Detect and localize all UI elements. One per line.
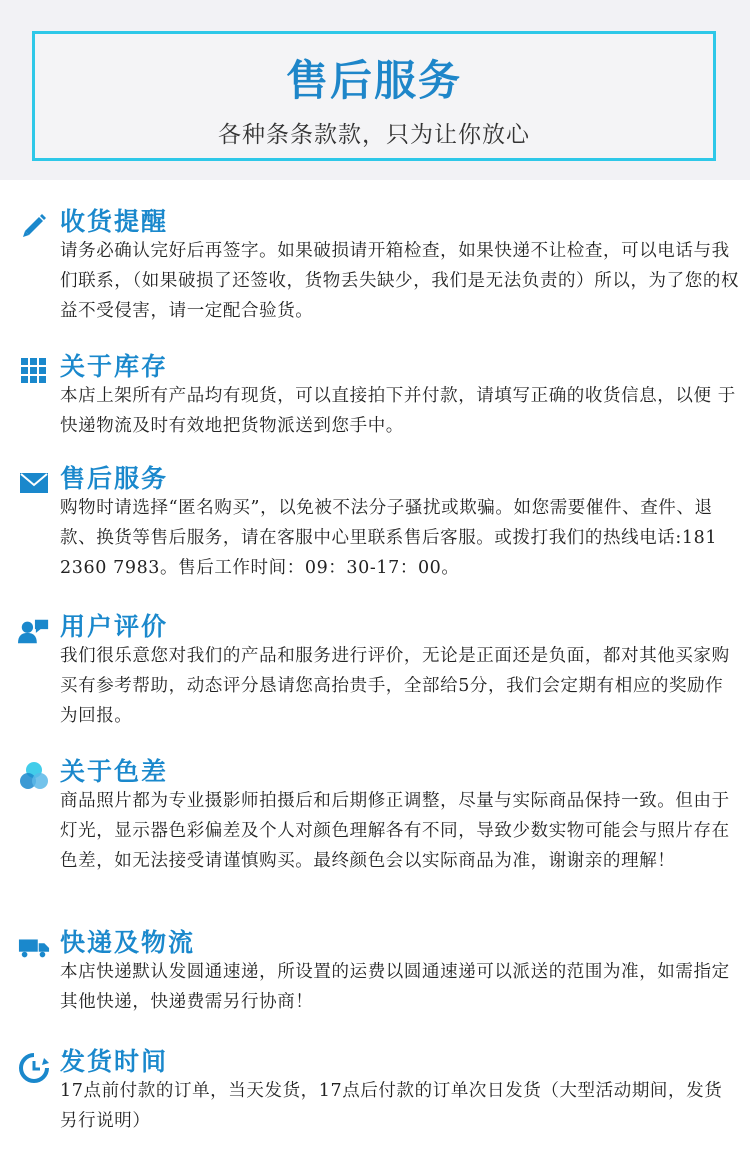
header-box [32, 31, 716, 161]
section-title: 关于色差 [60, 757, 169, 786]
section-title: 收货提醒 [60, 207, 169, 236]
section-body: 购物时请选择“匿名购买”，以免被不法分子骚扰或欺骗。如您需要催件、查件、退款、换货等售后服务，请在客服中心里联系售后客服。或拨打我们的热线电话:181 2360 7983。售后工作时间：09：30-17：00。 [60, 498, 718, 578]
section-body: 商品照片都为专业摄影师拍摄后和后期修正调整，尽量与实际商品保持一致。但由于灯光，显示器色彩偏差及个人对颜色理解各有不同，导致少数实物可能会与照片存在色差，如无法接受请谨慎购买。最终颜色会以实际商品为准，谢谢亲的理解！ [60, 791, 730, 871]
grid-icon [18, 355, 50, 387]
mail-icon [18, 467, 50, 499]
section-title: 发货时间 [60, 1047, 169, 1076]
truck-icon [18, 931, 50, 963]
page-subtitle: 各种条条款款，只为让你放心 [218, 122, 530, 148]
user-chat-icon [18, 615, 50, 647]
clock-icon [18, 1052, 50, 1084]
section-title: 关于库存 [60, 352, 169, 381]
section-body: 本店快递默认发圆通速递，所设置的运费以圆通速递可以派送的范围为准，如需指定其他快递，快递费需另行协商！ [60, 962, 730, 1012]
section-title: 快递及物流 [60, 928, 196, 957]
pencil-icon [18, 210, 50, 242]
section-body: 本店上架所有产品均有现货，可以直接拍下并付款，请填写正确的收货信息，以便 于快递物流及时有效地把货物派送到您手中。 [60, 386, 736, 436]
section-title: 售后服务 [60, 464, 169, 493]
section-body: 请务必确认完好后再签字。如果破损请开箱检查，如果快递不让检查，可以电话与我们联系，（如果破损了还签收，货物丢失缺少，我们是无法负责的）所以，为了您的权益不受侵害，请一定配合验货。 [60, 241, 740, 321]
page-title: 售后服务 [285, 56, 462, 105]
color-circles-icon [18, 760, 50, 792]
section-body: 我们很乐意您对我们的产品和服务进行评价，无论是正面还是负面，都对其他买家购买有参考帮助，动态评分恳请您高抬贵手，全部给5分，我们会定期有相应的奖励作为回报。 [60, 646, 730, 726]
section-title: 用户评价 [60, 612, 169, 641]
section-body: 17点前付款的订单，当天发货，17点后付款的订单次日发货（大型活动期间，发货另行说明） [60, 1081, 723, 1131]
